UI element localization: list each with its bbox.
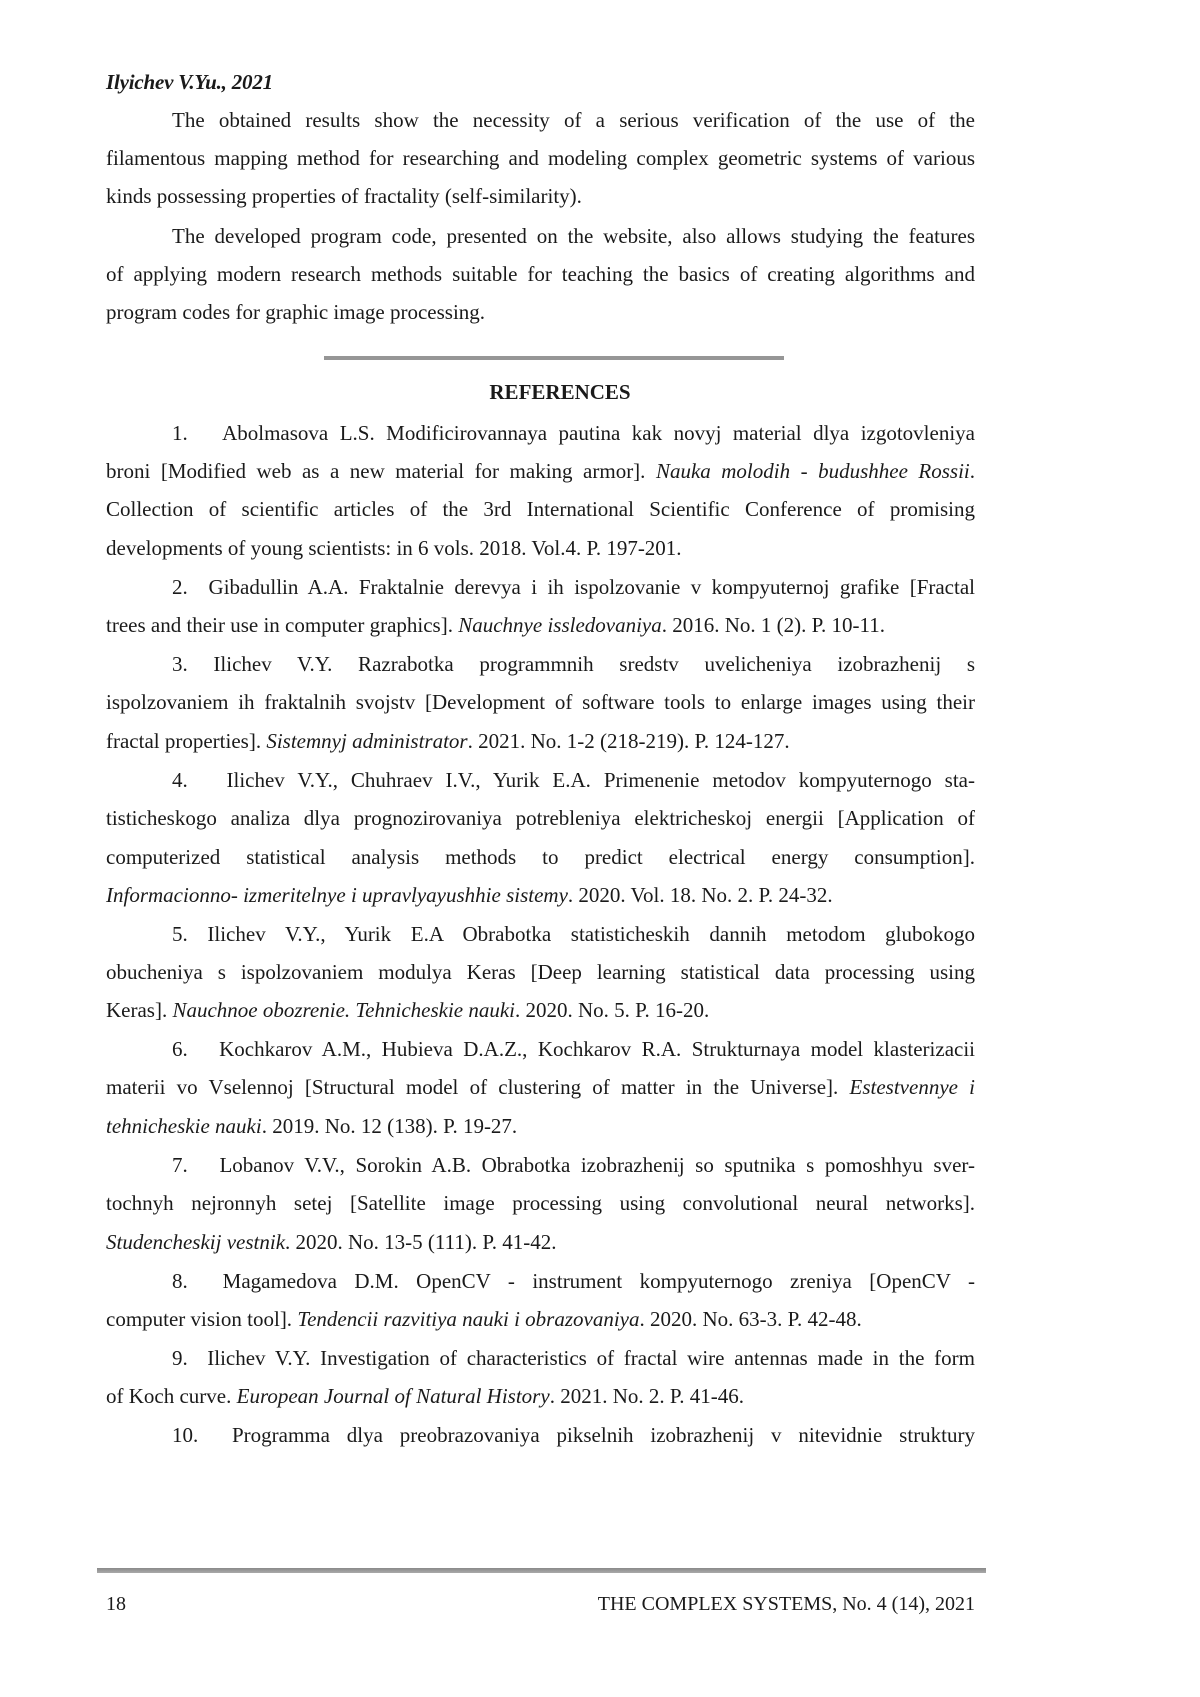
journal-title: Nauchnye issledovaniya bbox=[458, 613, 662, 637]
reference-item-9-line: of Koch curve. European Journal of Natural History. 2021. No. 2. P. 41-46. bbox=[106, 1384, 744, 1408]
reference-item-3-line: fractal properties]. Sistemnyj administrator. 2021. No. 1-2 (218-219). P. 124-127. bbox=[106, 729, 790, 753]
reference-number: 9. bbox=[172, 1346, 188, 1370]
reference-number: 3. bbox=[172, 652, 188, 676]
page-number: 18 bbox=[106, 1593, 126, 1615]
reference-item-7-line: Studencheskij vestnik. 2020. No. 13-5 (111). P. 41-42. bbox=[106, 1230, 557, 1254]
reference-item-5-line: 5. Ilichev V.Y., Yurik E.A Obrabotka statisticheskih dannih metodom glubokogo bbox=[172, 922, 975, 946]
reference-number: 4. bbox=[172, 768, 188, 792]
journal-title: Studencheskij vestnik bbox=[106, 1230, 286, 1254]
reference-item-7-line: tochnyh nejronnyh setej [Satellite image processing using convolutional neural networks]. bbox=[106, 1191, 975, 1215]
reference-item-5-line: Keras]. Nauchnoe obozrenie. Tehnicheskie nauki. 2020. No. 5. P. 16-20. bbox=[106, 998, 710, 1022]
reference-item-1-line: 1. Abolmasova L.S. Modificirovannaya pautina kak novyj material dlya izgotovleniya bbox=[172, 421, 975, 445]
reference-item-3-line: 3. Ilichev V.Y. Razrabotka programmnih sredstv uvelicheniya izobrazhenij s bbox=[172, 652, 975, 676]
reference-number: 5. bbox=[172, 922, 188, 946]
reference-number: 2. bbox=[172, 575, 188, 599]
reference-number: 8. bbox=[172, 1269, 188, 1293]
footer-divider bbox=[97, 1568, 986, 1573]
reference-item-9-line: 9. Ilichev V.Y. Investigation of characteristics of fractal wire antennas made in the form bbox=[172, 1346, 975, 1370]
reference-item-10-line: 10. Programma dlya preobrazovaniya pikselnih izobrazhenij v nitevidnie struktury bbox=[172, 1423, 976, 1447]
reference-number: 10. bbox=[172, 1423, 199, 1447]
journal-title: Tendencii razvitiya nauki i obrazovaniya bbox=[297, 1307, 640, 1331]
reference-number: 6. bbox=[172, 1037, 188, 1061]
references-heading: REFERENCES bbox=[489, 380, 631, 404]
reference-item-4-line: Informacionno- izmeritelnye i upravlyayushhie sistemy. 2020. Vol. 18. No. 2. P. 24-32. bbox=[106, 883, 833, 907]
paragraph-line: kinds possessing properties of fractality (self-similarity). bbox=[106, 184, 582, 208]
reference-item-7-line: 7. Lobanov V.V., Sorokin A.B. Obrabotka izobrazhenij so sputnika s pomoshhyu sver- bbox=[172, 1153, 975, 1177]
reference-item-4-line: tisticheskogo analiza dlya prognozirovaniya potrebleniya elektricheskoj energii [Application of bbox=[106, 806, 975, 830]
paragraph-line: program codes for graphic image processing. bbox=[106, 300, 486, 324]
reference-item-4-line: 4. Ilichev V.Y., Chuhraev I.V., Yurik E.A. Primenenie metodov kompyuternogo sta- bbox=[172, 768, 975, 792]
journal-title: Nauka molodih - budushhee Rossii bbox=[655, 459, 970, 483]
reference-item-1-line: Collection of scientific articles of the 3rd International Scientific Conference of promising bbox=[106, 497, 975, 521]
reference-item-2-line: trees and their use in computer graphics]. Nauchnye issledovaniya. 2016. No. 1 (2). P. 10-11. bbox=[106, 613, 885, 637]
paragraph-line: The obtained results show the necessity of a serious verification of the use of the bbox=[172, 108, 975, 132]
running-footer-journal: THE COMPLEX SYSTEMS, No. 4 (14), 2021 bbox=[597, 1593, 975, 1615]
reference-item-3-line: ispolzovaniem ih fraktalnih svojstv [Development of software tools to enlarge images using their bbox=[106, 690, 975, 714]
reference-item-8-line: computer vision tool]. Tendencii razvitiya nauki i obrazovaniya. 2020. No. 63-3. P. 42-48. bbox=[106, 1307, 862, 1331]
reference-item-6-line: materii vo Vselennoj [Structural model of clustering of matter in the Universe]. Estestvennye i bbox=[106, 1075, 976, 1099]
reference-item-1-line: developments of young scientists: in 6 vols. 2018. Vol.4. P. 197-201. bbox=[106, 536, 682, 560]
journal-title: Nauchnoe obozrenie. Tehnicheskie nauki bbox=[172, 998, 516, 1022]
section-divider bbox=[324, 356, 784, 360]
reference-item-6-line: 6. Kochkarov A.M., Hubieva D.A.Z., Kochkarov R.A. Strukturnaya model klasterizacii bbox=[172, 1037, 975, 1061]
reference-item-2-line: 2. Gibadullin A.A. Fraktalnie derevya i ih ispolzovanie v kompyuternoj grafike [Fractal bbox=[172, 575, 975, 599]
reference-item-4-line: computerized statistical analysis methods to predict electrical energy consumption]. bbox=[106, 845, 975, 869]
reference-number: 7. bbox=[172, 1153, 188, 1177]
journal-title: Sistemnyj administrator bbox=[266, 729, 468, 753]
running-header-author: Ilyichev V.Yu., 2021 bbox=[106, 70, 273, 94]
reference-number: 1. bbox=[172, 421, 188, 445]
journal-title: Estestvennye i bbox=[849, 1075, 976, 1099]
reference-item-6-line: tehnicheskie nauki. 2019. No. 12 (138). P. 19-27. bbox=[106, 1114, 518, 1138]
journal-title: Informacionno- izmeritelnye i upravlyayushhie sistemy bbox=[106, 883, 568, 907]
reference-item-1-line: broni [Modified web as a new material for making armor]. Nauka molodih - budushhee Rossii. bbox=[106, 459, 976, 483]
journal-title: European Journal of Natural History bbox=[236, 1384, 550, 1408]
paragraph-line: The developed program code, presented on the website, also allows studying the features bbox=[172, 224, 975, 248]
paragraph-line: filamentous mapping method for researching and modeling complex geometric systems of various bbox=[106, 146, 975, 170]
paragraph-line: of applying modern research methods suitable for teaching the basics of creating algorithms and bbox=[106, 262, 975, 286]
reference-item-5-line: obucheniya s ispolzovaniem modulya Keras [Deep learning statistical data processing using bbox=[106, 960, 975, 984]
reference-item-8-line: 8. Magamedova D.M. OpenCV - instrument kompyuternogo zreniya [OpenCV - bbox=[172, 1269, 976, 1293]
journal-title: tehnicheskie nauki bbox=[106, 1114, 262, 1138]
